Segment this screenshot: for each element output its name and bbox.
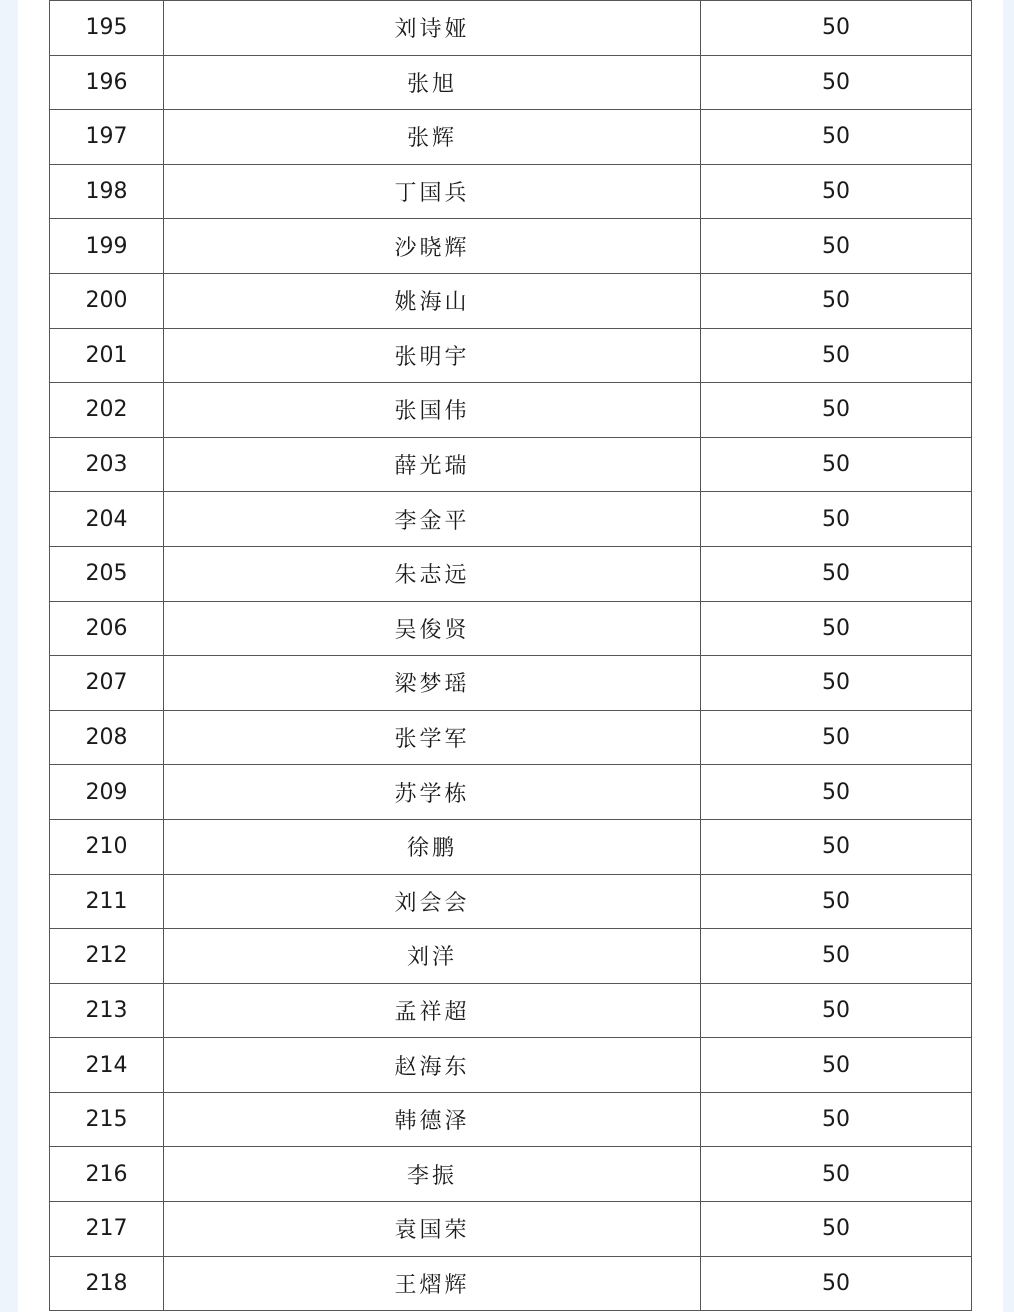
name-cell: 张学军 [164, 710, 701, 765]
row-number-cell: 213 [50, 983, 164, 1038]
table-row [50, 983, 972, 1038]
row-number-cell: 215 [50, 1092, 164, 1147]
amount-cell: 50 [701, 1256, 972, 1311]
row-number-cell: 208 [50, 710, 164, 765]
row-number-cell: 202 [50, 383, 164, 438]
amount-cell: 50 [701, 383, 972, 438]
amount-cell: 50 [701, 983, 972, 1038]
row-number-cell: 210 [50, 819, 164, 874]
row-number-cell: 209 [50, 765, 164, 820]
table-row [50, 383, 972, 438]
amount-cell: 50 [701, 273, 972, 328]
name-cell: 吴俊贤 [164, 601, 701, 656]
table-row [50, 328, 972, 383]
table-row [50, 110, 972, 165]
amount-cell: 50 [701, 929, 972, 984]
amount-cell: 50 [701, 1202, 972, 1257]
amount-cell: 50 [701, 492, 972, 547]
row-number-cell: 200 [50, 273, 164, 328]
name-cell: 张国伟 [164, 383, 701, 438]
row-number-cell: 214 [50, 1038, 164, 1093]
amount-cell: 50 [701, 819, 972, 874]
table-row [50, 819, 972, 874]
table-row [50, 601, 972, 656]
amount-cell: 50 [701, 601, 972, 656]
row-number-cell: 217 [50, 1202, 164, 1257]
table-row [50, 164, 972, 219]
table-row [50, 1147, 972, 1202]
row-number-cell: 201 [50, 328, 164, 383]
row-number-cell: 197 [50, 110, 164, 165]
name-cell: 朱志远 [164, 546, 701, 601]
amount-cell: 50 [701, 110, 972, 165]
name-cell: 丁国兵 [164, 164, 701, 219]
table-row [50, 492, 972, 547]
table-row [50, 1202, 972, 1257]
amount-cell: 50 [701, 765, 972, 820]
table-row [50, 765, 972, 820]
row-number-cell: 216 [50, 1147, 164, 1202]
name-cell: 刘洋 [164, 929, 701, 984]
row-number-cell: 206 [50, 601, 164, 656]
table-row [50, 710, 972, 765]
name-cell: 张明宇 [164, 328, 701, 383]
amount-cell: 50 [701, 328, 972, 383]
amount-cell: 50 [701, 219, 972, 274]
name-cell: 刘会会 [164, 874, 701, 929]
name-cell: 张旭 [164, 55, 701, 110]
row-number-cell: 196 [50, 55, 164, 110]
name-cell: 李振 [164, 1147, 701, 1202]
amount-cell: 50 [701, 710, 972, 765]
row-number-cell: 211 [50, 874, 164, 929]
name-cell: 徐鹏 [164, 819, 701, 874]
amount-cell: 50 [701, 164, 972, 219]
roster-table [49, 0, 972, 1311]
row-number-cell: 207 [50, 656, 164, 711]
table-row [50, 656, 972, 711]
name-cell: 赵海东 [164, 1038, 701, 1093]
table-row [50, 1256, 972, 1311]
table-row [50, 874, 972, 929]
row-number-cell: 205 [50, 546, 164, 601]
name-cell: 梁梦瑶 [164, 656, 701, 711]
table-row [50, 55, 972, 110]
amount-cell: 50 [701, 874, 972, 929]
row-number-cell: 199 [50, 219, 164, 274]
amount-cell: 50 [701, 55, 972, 110]
table-row [50, 437, 972, 492]
row-number-cell: 198 [50, 164, 164, 219]
table-row [50, 546, 972, 601]
table-row [50, 219, 972, 274]
amount-cell: 50 [701, 1, 972, 56]
name-cell: 李金平 [164, 492, 701, 547]
name-cell: 刘诗娅 [164, 1, 701, 56]
name-cell: 韩德泽 [164, 1092, 701, 1147]
name-cell: 沙晓辉 [164, 219, 701, 274]
name-cell: 张辉 [164, 110, 701, 165]
amount-cell: 50 [701, 656, 972, 711]
document-page [18, 0, 1003, 1312]
table-row [50, 929, 972, 984]
amount-cell: 50 [701, 437, 972, 492]
name-cell: 王熠辉 [164, 1256, 701, 1311]
amount-cell: 50 [701, 546, 972, 601]
amount-cell: 50 [701, 1092, 972, 1147]
name-cell: 袁国荣 [164, 1202, 701, 1257]
amount-cell: 50 [701, 1038, 972, 1093]
table-row [50, 1, 972, 56]
name-cell: 苏学栋 [164, 765, 701, 820]
roster-table-body [50, 1, 972, 1311]
row-number-cell: 212 [50, 929, 164, 984]
amount-cell: 50 [701, 1147, 972, 1202]
table-row [50, 273, 972, 328]
name-cell: 孟祥超 [164, 983, 701, 1038]
row-number-cell: 218 [50, 1256, 164, 1311]
name-cell: 薛光瑞 [164, 437, 701, 492]
table-row [50, 1092, 972, 1147]
table-row [50, 1038, 972, 1093]
row-number-cell: 195 [50, 1, 164, 56]
name-cell: 姚海山 [164, 273, 701, 328]
row-number-cell: 203 [50, 437, 164, 492]
row-number-cell: 204 [50, 492, 164, 547]
